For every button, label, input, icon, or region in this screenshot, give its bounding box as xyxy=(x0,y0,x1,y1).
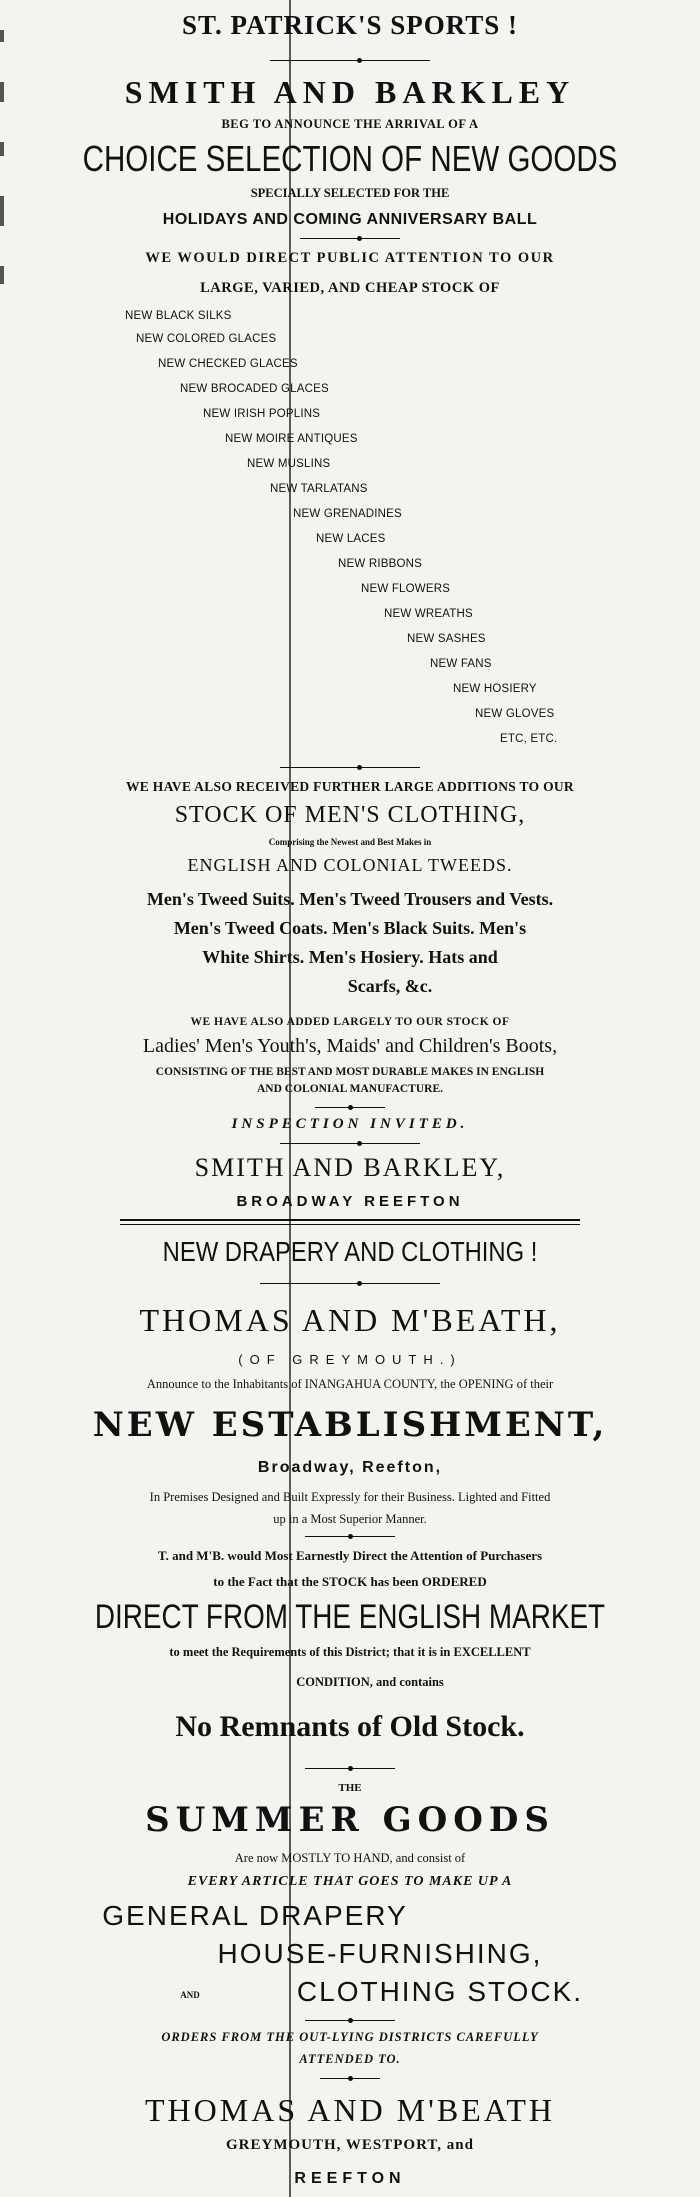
goods-item: NEW MUSLINS xyxy=(247,458,331,470)
ad1-stock-mens: STOCK OF MEN'S CLOTHING, xyxy=(174,802,526,828)
ad1-mens-line-4: Scarfs, &c. xyxy=(347,976,433,996)
ad2-premises-1: In Premises Designed and Built Expressly for their Business. Lighted and Fitted xyxy=(149,1490,551,1504)
ad1-direct-line-1: WE WOULD DIRECT PUBLIC ATTENTION TO OUR xyxy=(145,250,555,266)
divider-ornament xyxy=(357,765,362,770)
goods-item: NEW BLACK SILKS xyxy=(125,310,232,322)
ad1-consisting-2: AND COLONIAL MANUFACTURE. xyxy=(256,1083,444,1095)
goods-item: NEW RIBBONS xyxy=(338,558,422,570)
goods-item: NEW SASHES xyxy=(407,633,486,645)
goods-item: NEW HOSIERY xyxy=(453,683,537,695)
ad1-specially-line: SPECIALLY SELECTED FOR THE xyxy=(250,186,450,200)
ad1-mens-line-2: Men's Tweed Coats. Men's Black Suits. Men's xyxy=(173,918,527,938)
ad1-boots-line: Ladies' Men's Youth's, Maids' and Children's Boots, xyxy=(142,1035,558,1057)
goods-item: NEW FANS xyxy=(430,658,492,670)
ad2-requirements: to meet the Requirements of this District; that it is in EXCELLENT xyxy=(169,1645,531,1659)
section-divider xyxy=(120,1219,580,1221)
divider xyxy=(300,238,400,239)
divider-ornament xyxy=(348,1105,353,1110)
ad1-added-line: WE HAVE ALSO ADDED LARGELY TO OUR STOCK OF xyxy=(190,1016,510,1028)
ad2-of-greymouth: (OF GREYMOUTH.) xyxy=(238,1352,462,1367)
ad2-remnants: No Remnants of Old Stock. xyxy=(175,1710,525,1743)
ad2-signature-firm: THOMAS AND M'BEATH xyxy=(144,2092,555,2128)
goods-item: NEW GRENADINES xyxy=(293,508,402,520)
ad2-tm-line-1: T. and M'B. would Most Earnestly Direct the Attention of Purchasers xyxy=(157,1548,543,1563)
divider-ornament xyxy=(348,2018,353,2023)
goods-item: NEW FLOWERS xyxy=(361,583,451,595)
ad2-condition: CONDITION, and contains xyxy=(296,1675,444,1689)
ad2-broadway: Broadway, Reefton, xyxy=(257,1459,443,1476)
ad2-signature-towns: GREYMOUTH, WESTPORT, and xyxy=(226,2137,474,2153)
ad1-direct-line-2: LARGE, VARIED, AND CHEAP STOCK OF xyxy=(200,280,500,296)
page-fold-line xyxy=(289,0,291,2197)
divider-ornament xyxy=(348,1766,353,1771)
ad2-premises-2: up in a Most Superior Manner. xyxy=(273,1512,427,1526)
ad2-general-drapery: GENERAL DRAPERY xyxy=(102,1900,408,1931)
ad1-beg-line: BEG TO ANNOUNCE THE ARRIVAL OF A xyxy=(221,117,479,131)
divider xyxy=(260,1283,440,1284)
goods-item: NEW WREATHS xyxy=(384,608,473,620)
goods-item: NEW BROCADED GLACES xyxy=(180,383,329,395)
ad2-summer-goods: SUMMER GOODS xyxy=(145,1800,555,1840)
ad2-orders-2: ATTENDED TO. xyxy=(299,2052,401,2066)
ad1-firm-name: SMITH AND BARKLEY xyxy=(124,74,576,110)
divider-ornament xyxy=(348,1534,353,1539)
ad1-choice-selection: CHOICE SELECTION OF NEW GOODS xyxy=(82,138,618,179)
ad2-tm-line-2: to the Fact that the STOCK has been ORDERED xyxy=(213,1574,487,1589)
divider-ornament xyxy=(357,1141,362,1146)
ad2-to-hand: Are now MOSTLY TO HAND, and consist of xyxy=(234,1851,466,1865)
divider-ornament xyxy=(357,236,362,241)
ad2-house-furnishing: HOUSE-FURNISHING, xyxy=(217,1938,543,1969)
ad2-orders-1: ORDERS FROM THE OUT-LYING DISTRICTS CAREFULLY xyxy=(161,2030,539,2044)
goods-item: NEW MOIRE ANTIQUES xyxy=(225,433,358,445)
goods-item: NEW LACES xyxy=(316,533,386,545)
divider xyxy=(280,1143,420,1144)
goods-item: NEW GLOVES xyxy=(475,708,555,720)
ad2-new-establishment: NEW ESTABLISHMENT, xyxy=(92,1405,608,1445)
goods-item: NEW TARLATANS xyxy=(270,483,368,495)
divider xyxy=(280,767,420,768)
divider-ornament xyxy=(357,58,362,63)
section-divider xyxy=(120,1224,580,1225)
ad1-mens-line-3: White Shirts. Men's Hosiery. Hats and xyxy=(202,947,498,967)
ad2-direct-market: DIRECT FROM THE ENGLISH MARKET xyxy=(94,1598,606,1636)
divider xyxy=(270,60,430,61)
divider-ornament xyxy=(348,2076,353,2081)
ad1-holidays-line: HOLIDAYS AND COMING ANNIVERSARY BALL xyxy=(162,211,538,228)
ad2-and-small: AND xyxy=(180,1990,200,2000)
ad2-every-article: EVERY ARTICLE THAT GOES TO MAKE UP A xyxy=(187,1874,513,1889)
goods-item: NEW IRISH POPLINS xyxy=(203,408,321,420)
ad2-the: THE xyxy=(338,1782,362,1794)
ad2-headline: NEW DRAPERY AND CLOTHING ! xyxy=(162,1236,538,1267)
divider-ornament xyxy=(357,1281,362,1286)
ad2-signature-reefton: REEFTON xyxy=(294,2170,406,2187)
ad1-comprising: Comprising the Newest and Best Makes in xyxy=(268,837,432,847)
ad1-signature-firm: SMITH AND BARKLEY, xyxy=(194,1153,506,1182)
ad1-tweeds: ENGLISH AND COLONIAL TWEEDS. xyxy=(187,855,513,875)
ad1-headline: ST. PATRICK'S SPORTS ! xyxy=(181,10,519,40)
ad2-announce: Announce to the Inhabitants of INANGAHUA COUNTY, the OPENING of their xyxy=(146,1377,554,1391)
goods-item: ETC, ETC. xyxy=(500,733,558,745)
ad2-clothing-stock: CLOTHING STOCK. xyxy=(296,1976,584,2007)
ad1-signature-address: BROADWAY REEFTON xyxy=(236,1193,464,1210)
ad1-inspection: INSPECTION INVITED. xyxy=(231,1116,469,1132)
goods-item: NEW CHECKED GLACES xyxy=(158,358,298,370)
ad1-consisting-1: CONSISTING OF THE BEST AND MOST DURABLE MAKES IN ENGLISH xyxy=(155,1066,545,1078)
ad2-firm-name: THOMAS AND M'BEATH, xyxy=(139,1302,561,1338)
goods-item: NEW COLORED GLACES xyxy=(136,333,277,345)
ad1-mens-line-1: Men's Tweed Suits. Men's Tweed Trousers and Vests. xyxy=(146,889,554,909)
ad1-received-line: WE HAVE ALSO RECEIVED FURTHER LARGE ADDITIONS TO OUR xyxy=(126,779,574,794)
